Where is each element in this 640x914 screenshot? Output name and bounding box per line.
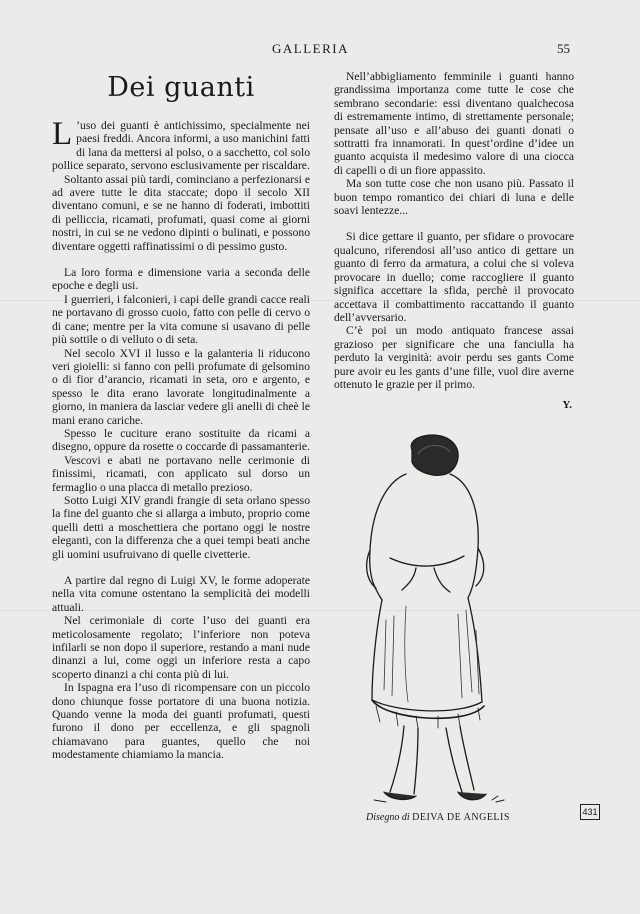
page-number: 55 [557,41,570,56]
paragraph [52,266,310,293]
paragraph [52,427,310,454]
paragraph [52,293,310,347]
paragraph-text: Soltanto assai più tardi, cominciano a perfezionarsi e ad avere tutte le dita staccate; dopo il secolo XII diventano comuni, e se ne hanno di foderati, imbottiti di pelliccia, ricamati, profumati, quasi come ai giorni nostri, in cui se ne vedono dipinti o bulinati, e possono diventare oggetti raffinatissimi o di pessimo gusto. [52,172,310,253]
paragraph-text: ’uso dei guanti è antichissimo, specialmente nei paesi freddi. Ancora informi, a uso manichini fatti di lana da mettersi al polso, o a sacchetto, col solo pollice separato, servono esclusivamente per riscaldare. [52,119,310,173]
paragraph [52,494,310,561]
drop-cap: L [52,116,73,152]
paragraph [52,614,310,681]
woman-sketch-illustration [346,430,506,810]
caption-prefix: Disegno di [366,812,410,823]
author-signature: Y. [562,399,572,412]
paragraph-text: In Ispagna era l’uso di ricompensare con un piccolo dono chiunque fosse portatore di una buona notizia. Quando venne la moda dei guanti profumati, questi furono il dono per eccellenza, e gli spagnoli chiamavano para guantes, quello che noi modestamente chiamiamo la mancia. [52,681,310,762]
paragraph [334,324,574,391]
left-column [52,70,310,762]
paragraph [52,173,310,253]
paragraph [52,454,310,494]
paragraph [52,347,310,427]
paragraph-text: Spesso le cuciture erano sostituite da ricami a disegno, oppure da rosette o coccarde di passamanterie. [52,426,310,454]
paragraph [334,230,574,324]
left-paragraphs [52,116,310,762]
paragraph-text: Nel cerimoniale di corte l’uso dei guanti era meticolosamente regolato; l’inferiore non poteva infilarli se non dopo il superiore, restando a mani nude dinanzi a lui, come oggi un inferiore resta a capo scoperto dinanzi a chi conta più di lui. [52,614,310,681]
running-title: GALLERIA [272,41,349,56]
paragraph [52,681,310,761]
paragraph-text: C’è poi un modo antiquato francese assai grazioso per significare che una fanciulla ha perduto la verginità: avoir perdu ses gants Come pure avoir eu les gants d’une fille, vuol dire averne ottenuto le grazie per il primo. [334,324,574,391]
paragraph-text: La loro forma e dimensione varia a seconda delle epoche e degli usi. [52,266,310,293]
paragraph-text: Vescovi e abati ne portavano nelle cerimonie di finissimi, ricamati, con applicato sul dorso un fermaglio o una placca di metallo prezioso. [52,453,310,494]
paragraph [334,177,574,217]
paragraph-text: Nel secolo XVI il lusso e la galanteria li riducono veri gioielli: si fanno con pelli profumate di gelsomino o di fior d’arancio, ricamati in seta, oro e argento, e spesso le dita erano lavorate longitudinalmente a giorno, in maniera da lasciar vedere gli anelli di cheè le mani erano cariche. [52,346,310,427]
paragraph-text: Si dice gettare il guanto, per sfidare o provocare qualcuno, riferendosi all’uso antico di gettare un guanto di ferro da armatura, a colui che si voleva provocare in duello; come raccogliere il guanto significa accettare la sfida, perchè il provocato accettava il combattimento raccattando il guanto dell’avversario. [334,230,574,324]
archive-stamp: 431 [580,804,600,820]
caption-artist: DEIVA DE ANGELIS [412,812,510,823]
illustration-caption [366,812,510,823]
article-title: Dei guanti [107,72,255,103]
paragraph [52,574,310,614]
right-column [334,70,574,411]
paragraph-text: Ma son tutte cose che non usano più. Passato il buon tempo romantico dei chiari di luna e delle soavi lentezze... [334,177,574,218]
right-paragraphs [334,70,574,391]
paragraph [52,116,310,173]
paragraph [334,70,574,177]
paragraph-text: A partire dal regno di Luigi XV, le forme adoperate nella vita comune ostentano la semplicità dei modelli attuali. [52,574,310,614]
paragraph-text: I guerrieri, i falconieri, i capi delle grandi cacce reali ne portavano di grosso cuoio, fatto con pelle di cervo o di cane; mentre per la vita comune si usavano di pelle più sottile o di velluto o di seta. [52,292,310,347]
paragraph-text: Sotto Luigi XIV grandi frangie di seta orlano spesso la fine del guanto che si allarga a imbuto, proprio come quelli detti a moschettiera che portano oggi le nostre eleganti, con la differenza che a quei tempi beati anche gli uomini usufruivano di quelle civetterie. [52,493,310,561]
paragraph-text: Nell’abbigliamento femminile i guanti hanno grandissima importanza come tutte le cose che sembrano secondarie: essi diventano qualchecosa di estremamente intimo, di strettamente personale; pensate all’uso e all’abuso dei guanti donati o sottratti fra innamorati. In quest’ordine d’idee un guanto acquista il medesimo valore di una ciocca di capelli o di un fiore appassito. [334,70,574,177]
